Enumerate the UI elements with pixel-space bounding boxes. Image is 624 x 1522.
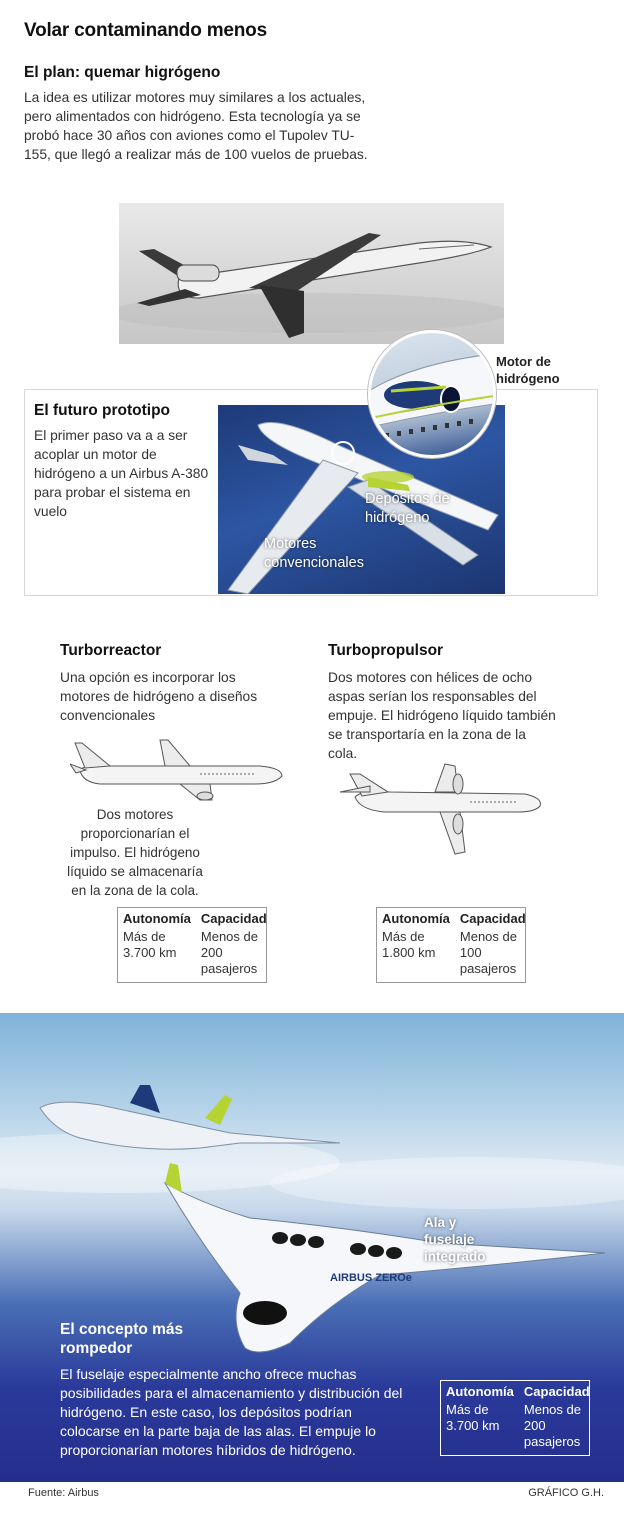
prototype-text: El primer paso va a a ser acoplar un motor de hidrógeno a un Airbus A-380 para probar el sistema en vuelo [34,428,209,519]
turbofan-stats-box [117,907,267,983]
autonomy-header: Autonomía [446,1384,514,1399]
wing-fuselage-callout-label: Ala y fuselaje integrado [424,1215,486,1264]
motor-callout-label: Motor de hidrógeno [496,354,560,386]
capacity-header: Capacidad [200,911,267,926]
autonomy-header: Autonomía [123,911,191,926]
deposits-callout-label: Depósitos de hidrógeno [365,491,450,526]
capacity-value: Menos de 200 pasajeros [200,929,258,976]
capacity-header: Capacidad [523,1384,590,1399]
turboprop-text: Dos motores con hélices de ocho aspas serían los responsables del empuje. El hidrógeno líquido también se transportaría en la zona de la cola. [328,670,556,761]
capacity-value: Menos de 100 pasajeros [459,929,517,976]
plan-text: La idea es utilizar motores muy similares a los actuales, pero alimentados con hidrógeno. Esta tecnología ya se probó hace 30 años con aviones como el Tupolev TU-155, que llegó a realizar más de 100 vuelos de pruebas. [24,90,368,162]
conventional-engines-callout-label: Motores convencionales [264,536,364,571]
turbofan-text: Una opción es incorporar los motores de hidrógeno a diseños convencionales [60,670,258,723]
turbofan-note: Dos motores proporcionarían el impulso. El hidrógeno líquido se almacenaría en la zona de la cola. [67,807,203,898]
turbofan-heading: Turborreactor [60,642,162,659]
footer-source: Fuente: Airbus [28,1487,99,1499]
turbofan-airplane-illustration [70,738,285,808]
autonomy-value: Más de 1.800 km [382,929,436,960]
footer-credit: GRÁFICO G.H. [528,1487,604,1499]
concept-text: El fuselaje especialmente ancho ofrece muchas posibilidades para el almacenamiento y distribución del hidrógeno. En este caso, los depósitos podrían colocarse en la parte baja de las alas. El empuje lo proporcionarían motores híbridos de hidrógeno. [60,1366,403,1458]
prototype-heading: El futuro prototipo [34,402,171,419]
engine-zoom-detail [368,330,496,458]
tupolev-photo [119,203,504,344]
hydrogen-engine-icon [371,333,493,455]
autonomy-header: Autonomía [382,911,450,926]
turboprop-heading: Turbopropulsor [328,642,444,659]
svg-text:AIRBUS ZEROe: AIRBUS ZEROe [330,1272,412,1284]
autonomy-value: Más de 3.700 km [123,929,177,960]
capacity-value: Menos de 200 pasajeros [523,1402,581,1449]
capacity-header: Capacidad [459,911,526,926]
autonomy-value: Más de 3.700 km [446,1402,500,1433]
turboprop-airplane-illustration [340,762,545,857]
concept-heading: El concepto más rompedor [60,1321,184,1357]
tupolev-airplane-illustration [119,203,504,344]
page-title: Volar contaminando menos [24,20,267,41]
concept-stats-box [440,1380,590,1456]
turboprop-stats-box [376,907,526,983]
plan-heading: El plan: quemar higrógeno [24,64,221,81]
